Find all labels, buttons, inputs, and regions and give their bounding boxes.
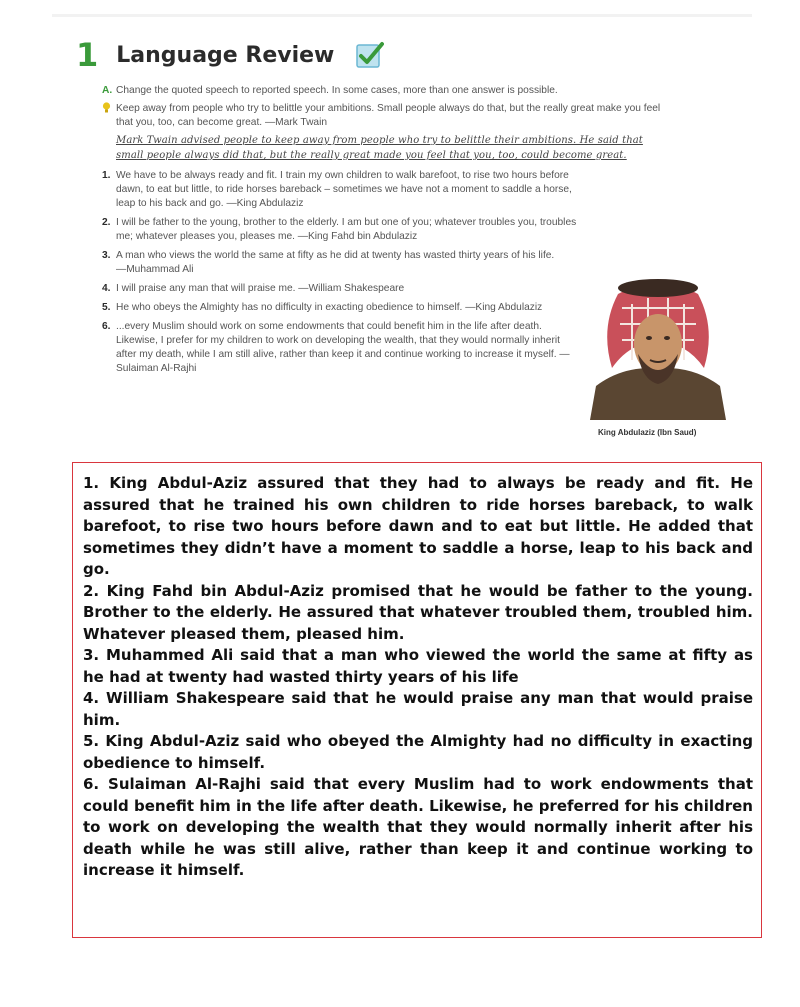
example-quote: Keep away from people who try to belittle your ambitions. Small people always do that, but the really great make you feel that you, too, can become great. —Mark Twain: [116, 103, 661, 128]
quote-item-4: [102, 282, 562, 296]
item-text: We have to be always ready and fit. I train my own children to walk barefoot, to rise two hours before dawn, to eat but little, to ride horses bareback – sometimes we have not a moment to saddle a horse, leap to his back and go. —King Abdulaziz: [116, 170, 572, 209]
answers-box: [72, 462, 762, 938]
exercise-a: [102, 84, 662, 381]
quote-item-2: [102, 216, 662, 244]
item-text: I will be father to the young, brother to the elderly. I am but one of you; whatever troubles you, troubles me; whatever pleases you, pleases me. —King Fahd bin Abdulaziz: [116, 217, 577, 242]
item-text: ...every Muslim should work on some endowments that could benefit him in the life after death. Likewise, I prefer for my children to work on developing the wealth, that they would normally inherit after my death, while I am still alive, rather than keep it and continue working to increase it myself. —Sulaiman Al-Rajhi: [116, 321, 570, 374]
answer-3: 3. Muhammed Ali said that a man who viewed the world the same at fifty as he had at twenty had wasted thirty years of his life: [83, 646, 753, 686]
section-header: [76, 36, 384, 74]
answer-2: 2. King Fahd bin Abdul-Aziz promised that he would be father to the young. Brother to the elderly. He assured that whatever troubled them, troubled him. Whatever pleased them, pleased him.: [83, 581, 753, 643]
section-title: Language Review: [116, 42, 335, 68]
king-abdulaziz-portrait: [582, 268, 734, 420]
item-text: I will praise any man that will praise me. —William Shakespeare: [116, 283, 405, 294]
item-number: 2.: [102, 217, 111, 228]
answer-4: 4. William Shakespeare said that he would praise any man that would praise him.: [83, 689, 753, 729]
item-number: 4.: [102, 283, 111, 294]
checkbox-check-icon: [356, 41, 384, 69]
quote-item-5: [102, 301, 562, 315]
quote-item-3: [102, 249, 562, 277]
exercise-instruction: [102, 84, 662, 98]
item-text: A man who views the world the same at fifty as he did at twenty has wasted thirty years of his life. —Muhammad Ali: [116, 250, 555, 275]
item-number: 5.: [102, 302, 111, 313]
quote-item-6: [102, 320, 572, 376]
page-top-divider: [52, 14, 752, 17]
item-number: 6.: [102, 321, 111, 332]
quote-item-1: [102, 169, 662, 211]
item-number: 3.: [102, 250, 111, 261]
item-number: 1.: [102, 170, 111, 181]
example-model-answer: Mark Twain advised people to keep away from people who try to belittle their ambitions. He said that small people always did that, but the really great made you feel that you, too, could become great.: [116, 135, 643, 161]
example-quote-row: [102, 102, 662, 130]
answer-6: 6. Sulaiman Al-Rajhi said that every Muslim had to work endowments that could benefit him in the life after death. Likewise, he preferred for his children to work on developing the wealth that they would normally inherit after his death while he was still alive, rather than keep it and continue working to increase it himself.: [83, 775, 753, 879]
item-text: He who obeys the Almighty has no difficulty in exacting obedience to himself. —King Abdulaziz: [116, 302, 543, 313]
instruction-text: Change the quoted speech to reported speech. In some cases, more than one answer is possible.: [116, 85, 558, 96]
lightbulb-icon: [102, 102, 116, 130]
answer-1: 1. King Abdul-Aziz assured that they had to always be ready and fit. He assured that he trained his own children to ride horses bareback, to walk barefoot, to rise two hours before dawn and to eat but little. He added that sometimes they didn’t have a moment to saddle a horse, leap to his back and go.: [83, 474, 753, 578]
exercise-letter: A.: [102, 85, 113, 96]
section-number: 1: [76, 36, 99, 74]
answer-5: 5. King Abdul-Aziz said who obeyed the Almighty had no difficulty in exacting obedience to himself.: [83, 732, 753, 772]
portrait-caption: King Abdulaziz (Ibn Saud): [598, 428, 697, 437]
